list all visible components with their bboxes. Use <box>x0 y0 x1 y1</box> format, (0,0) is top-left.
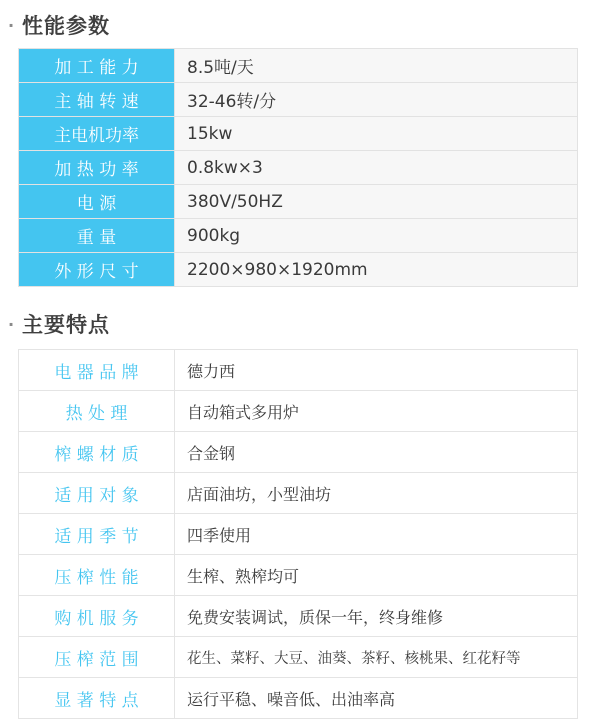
row-label: 加 热 功 率 <box>19 151 175 185</box>
row-label: 适 用 季 节 <box>19 514 175 555</box>
row-label: 外 形 尺 寸 <box>19 253 175 287</box>
row-value: 店面油坊，小型油坊 <box>175 473 578 514</box>
row-label: 电 源 <box>19 185 175 219</box>
bullet-icon: · <box>8 314 16 334</box>
row-value: 2200×980×1920mm <box>175 253 578 287</box>
table-row <box>19 185 578 219</box>
row-label: 主电机功率 <box>19 117 175 151</box>
table-row <box>19 678 578 719</box>
section-title-text: 性能参数 <box>22 14 110 38</box>
section-title-features <box>0 287 600 349</box>
row-label: 热 处 理 <box>19 391 175 432</box>
row-value: 合金钢 <box>175 432 578 473</box>
table-row <box>19 514 578 555</box>
row-label: 购 机 服 务 <box>19 596 175 637</box>
row-label: 显 著 特 点 <box>19 678 175 719</box>
table-row <box>19 473 578 514</box>
table-row <box>19 391 578 432</box>
row-value: 32-46转/分 <box>175 83 578 117</box>
table-row <box>19 117 578 151</box>
row-label: 适 用 对 象 <box>19 473 175 514</box>
row-value: 免费安装调试，质保一年，终身维修 <box>175 596 578 637</box>
row-value: 德力西 <box>175 350 578 391</box>
row-value: 900kg <box>175 219 578 253</box>
table-row <box>19 253 578 287</box>
section-title-performance <box>0 0 600 48</box>
row-value: 生榨、熟榨均可 <box>175 555 578 596</box>
table-row <box>19 83 578 117</box>
table-row <box>19 637 578 678</box>
table-row <box>19 350 578 391</box>
row-label: 主 轴 转 速 <box>19 83 175 117</box>
row-label: 压 榨 范 围 <box>19 637 175 678</box>
performance-table <box>18 48 578 287</box>
row-label: 重 量 <box>19 219 175 253</box>
row-value: 四季使用 <box>175 514 578 555</box>
bullet-icon: · <box>8 15 16 35</box>
table-row <box>19 151 578 185</box>
features-table <box>18 349 578 719</box>
table-row <box>19 49 578 83</box>
row-value: 运行平稳、噪音低、出油率高 <box>175 678 578 719</box>
table-row <box>19 596 578 637</box>
row-label: 电 器 品 牌 <box>19 350 175 391</box>
table-row <box>19 219 578 253</box>
table-row <box>19 555 578 596</box>
row-value: 15kw <box>175 117 578 151</box>
row-value: 8.5吨/天 <box>175 49 578 83</box>
row-value: 380V/50HZ <box>175 185 578 219</box>
row-label: 榨 螺 材 质 <box>19 432 175 473</box>
row-label: 加 工 能 力 <box>19 49 175 83</box>
section-title-text: 主要特点 <box>22 313 110 337</box>
row-value: 0.8kw×3 <box>175 151 578 185</box>
row-value: 自动箱式多用炉 <box>175 391 578 432</box>
row-label: 压 榨 性 能 <box>19 555 175 596</box>
table-row <box>19 432 578 473</box>
row-value: 花生、菜籽、大豆、油葵、茶籽、核桃果、红花籽等 <box>175 637 578 678</box>
